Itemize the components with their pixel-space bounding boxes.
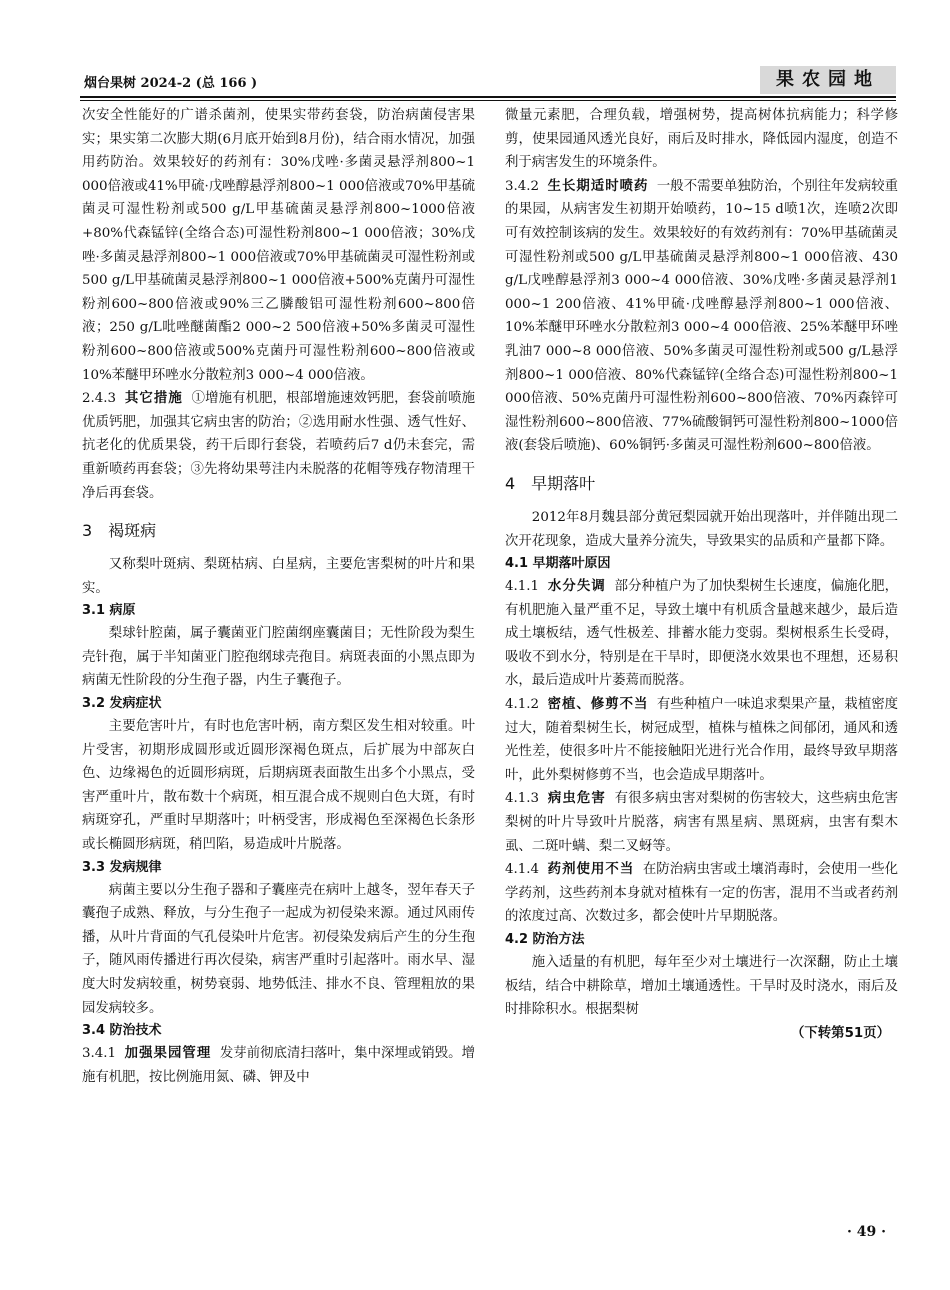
section-heading-4: 4 早期落叶 xyxy=(505,473,596,493)
subsection-text: 一般不需要单独防治，个别往年发病较重的果园，从病害发生初期开始喷药，10~15 d喷1次，连喷2次即可有效控制该病的发生。效果较好的有效药剂有：70%甲基硫菌灵可湿性粉剂或500 g/L甲基硫菌灵悬浮剂800~1 000倍液、430 g/L戊唑醇悬浮剂3 000~4 000倍液、30%戊唑·多菌灵悬浮剂1 000~1 200倍液、41%甲硫·戊唑醇悬浮剂800~1 000倍液、10%苯醚甲环唑水分散粒剂3 000~4 000倍液、25%苯醚甲环唑乳油7 000~8 000倍液、50%多菌灵可湿性粉剂或500 g/L悬浮剂800~1 000倍液、80%代森锰锌(全络合态)可湿性粉剂800~1 000倍液、50%克菌丹可湿性粉剂600~800倍液、70%丙森锌可湿性粉剂600~800倍液、77%硫酸铜钙可湿性粉剂800~1000倍液(套袋后喷施)、60%铜钙·多菌灵可湿性粉剂600~800倍液。 xyxy=(505,178,899,454)
section-number: 2.4.3 xyxy=(82,391,117,407)
heading-3-3: 3.3 发病规律 xyxy=(82,859,162,875)
paragraph: 主要危害叶片，有时也危害叶柄，南方梨区发生相对较重。叶片受害，初期形成圆形或近圆形深褐色斑点，后扩展为中部灰白色、边缘褐色的近圆形病斑，后期病斑表面散生出多个小黑点，受害严重叶片，散布数十个病斑，相互混合成不规则白色大斑，有时病斑穿孔，严重时早期落叶；叶柄受害，形成褐色至深褐色长条形或长椭圆形病斑，稍凹陷，易造成叶片脱落。 xyxy=(82,719,475,853)
subsection-title: 加强果园管理 xyxy=(124,1045,212,1062)
subsection-title: 水分失调 xyxy=(547,578,606,595)
subsection-text: 在防治病虫害或土壤消毒时，会使用一些化学药剂，这些药剂本身就对植株有一定的伤害，混用不当或者药剂的浓度过高、次数过多，都会使叶片早期脱落。 xyxy=(505,862,899,925)
header-rule-thin xyxy=(80,100,896,101)
heading-4-1: 4.1 早期落叶原因 xyxy=(505,556,611,572)
subsection-title: 生长期适时喷药 xyxy=(547,177,649,194)
continued-note: （下转第51页） xyxy=(791,1025,890,1041)
heading-3-4: 3.4 防治技术 xyxy=(82,1023,162,1039)
section-number: 4.1.2 xyxy=(505,697,540,713)
paragraph: 2012年8月魏县部分黄冠梨园就开始出现落叶，并伴随出现二次开花现象，造成大量养分流失，导致果实的品质和产量都下降。 xyxy=(505,509,898,549)
header-rule-thick xyxy=(80,96,896,98)
subsection-title: 其它措施 xyxy=(124,390,183,407)
left-column xyxy=(82,104,475,1089)
paragraph: 又称梨叶斑病、梨斑枯病、白星病，主要危害梨树的叶片和果实。 xyxy=(82,557,475,596)
paragraph: 微量元素肥，合理负载，增强树势，提高树体抗病能力；科学修剪，使果园通风透光良好，雨后及时排水，降低园内湿度，创造不利于病害发生的环境条件。 xyxy=(505,108,898,171)
paragraph: 梨球针腔菌，属子囊菌亚门腔菌纲座囊菌目；无性阶段为梨生壳针孢，属于半知菌亚门腔孢纲球壳孢目。病斑表面的小黑点即为病菌无性阶段的分生孢子器，内生子囊孢子。 xyxy=(82,626,475,689)
section-heading-3: 3 褐斑病 xyxy=(82,521,157,541)
paragraph: 次安全性能好的广谱杀菌剂，使果实带药套袋，防治病菌侵害果实；果实第二次膨大期(6月底开始到8月份)，结合雨水情况，加强用药防治。效果较好的药剂有：30%戊唑·多菌灵悬浮剂800~1 000倍液或41%甲硫·戊唑醇悬浮剂800~1 000倍液或70%甲基硫菌灵可湿性粉剂或500 g/L甲基硫菌灵悬浮剂800~1000倍液+80%代森锰锌(全络合态)可湿性粉剂800~1 000倍液；30%戊唑·多菌灵悬浮剂800~1 000倍液或70%甲基硫菌灵可湿性粉剂或500 g/L甲基硫菌灵悬浮剂800~1 000倍液+500%克菌丹可湿性粉剂600~800倍液或90%三乙膦酸铝可湿性粉剂600~800倍液；250 g/L吡唑醚菌酯2 000~2 500倍液+50%多菌灵可湿性粉剂600~800倍液或500%克菌丹可湿性粉剂600~800倍液或10%苯醚甲环唑水分散粒剂3 000~4 000倍液。 xyxy=(82,108,475,383)
section-number: 3.4.1 xyxy=(82,1046,117,1062)
paragraph: 施入适量的有机肥，每年至少对土壤进行一次深翻，防止土壤板结，结合中耕除草，增加土壤通透性。干旱时及时浇水，雨后及时排除积水。根据梨树 xyxy=(505,955,898,1018)
subsection-4-1-2 xyxy=(505,693,898,787)
section-number: 4.1.4 xyxy=(505,862,540,878)
subsection-title: 密植、修剪不当 xyxy=(547,696,649,713)
subsection-title: 药剂使用不当 xyxy=(547,861,635,878)
page-header xyxy=(80,66,896,96)
section-number: 4.1.1 xyxy=(505,579,540,595)
subsection-4-1-1 xyxy=(505,575,898,693)
page-number: · 49 · xyxy=(847,1224,886,1240)
section-tag: 果农园地 xyxy=(760,66,896,94)
subsection-text: 发芽前彻底清扫落叶，集中深埋或销毁。增施有机肥，按比例施用氮、磷、钾及中 xyxy=(82,1046,476,1085)
subsection-text: 有很多病虫害对梨树的伤害较大，这些病虫危害梨树的叶片导致叶片脱落，病害有黑星病、黑斑病，虫害有梨木虱、二斑叶螨、梨二叉蚜等。 xyxy=(505,791,899,854)
paragraph: 病菌主要以分生孢子器和子囊座壳在病叶上越冬，翌年春天子囊孢子成熟、释放，与分生孢子一起成为初侵染来源。通过风雨传播，从叶片背面的气孔侵染叶片危害。初侵染发病后产生的分生孢子，随风雨传播进行再次侵染，病害严重时引起落叶。雨水早、湿度大时发病较重，树势衰弱、地势低洼、排水不良、管理粗放的果园发病较多。 xyxy=(82,882,475,1016)
subsection-text: 部分种植户为了加快梨树生长速度，偏施化肥，有机肥施入量严重不足，导致土壤中有机质含量越来越少，最后造成土壤板结，透气性极差、排蓄水能力变弱。梨树根系生长受碍，吸收不到水分，特别是在干旱时，即便浇水效果也不理想，还易积水，最后造成叶片萎蔫而脱落。 xyxy=(505,579,899,689)
heading-4-2: 4.2 防治方法 xyxy=(505,932,585,947)
journal-info: 烟台果树 2024-2 (总 166 ) xyxy=(84,76,258,91)
subsection-2-4-3 xyxy=(82,387,475,505)
subsection-3-4-2 xyxy=(505,175,898,458)
subsection-4-1-3 xyxy=(505,787,898,858)
subsection-4-1-4 xyxy=(505,858,898,929)
heading-3-1: 3.1 病原 xyxy=(82,603,136,619)
subsection-title: 病虫危害 xyxy=(547,790,606,807)
heading-3-2: 3.2 发病症状 xyxy=(82,696,162,712)
subsection-text: ①增施有机肥，根部增施速效钙肥，套袋前喷施优质钙肥，加强其它病虫害的防治；②选用耐水性强、透气性好、抗老化的优质果袋，药干后即行套袋，若喷药后7 d仍未套完，需重新喷药再套袋；③先将幼果萼洼内未脱落的花帽等残存物清理干净后再套袋。 xyxy=(82,391,476,501)
subsection-text: 有些种植户一味追求梨果产量，栽植密度过大，随着梨树生长，树冠成型，植株与植株之间郁闭，通风和透光性差，使很多叶片不能接触阳光进行光合作用，最终导致早期落叶，此外梨树修剪不当，也会造成早期落叶。 xyxy=(505,697,899,783)
section-number: 3.4.2 xyxy=(505,178,540,194)
section-number: 4.1.3 xyxy=(505,791,540,807)
right-column xyxy=(505,104,898,1045)
subsection-3-4-1 xyxy=(82,1042,475,1089)
